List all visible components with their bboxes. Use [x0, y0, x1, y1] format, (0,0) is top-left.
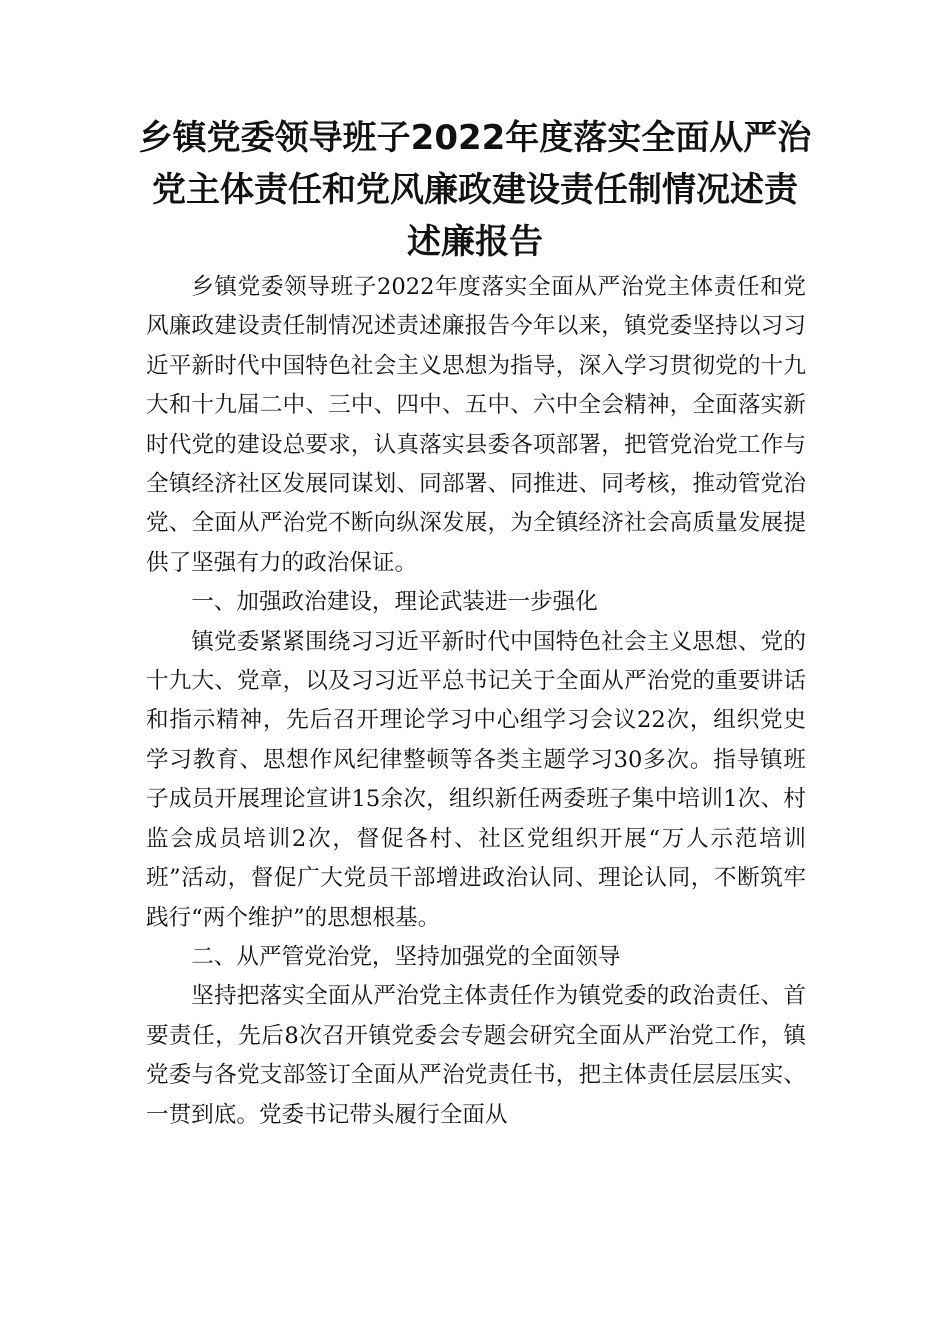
intro-paragraph: 乡镇党委领导班子2022年度落实全面从严治党主体责任和党风廉政建设责任制情况述责述廉报告今年以来，镇党委坚持以习习近平新时代中国特色社会主义思想为指导，深入学习贯彻党的十九大和十九届二中、三中、四中、五中、六中全会精神，全面落实新时代党的建设总要求，认真落实县委各项部署，把管党治党工作与全镇经济社区发展同谋划、同部署、同推进、同考核，推动管党治党、全面从严治党不断向纵深发展，为全镇经济社会高质量发展提供了坚强有力的政治保证。 [146, 274, 806, 576]
section-1-paragraph: 镇党委紧紧围绕习习近平新时代中国特色社会主义思想、党的十九大、党章，以及习习近平总书记关于全面从严治党的重要讲话和指示精神，先后召开理论学习中心组学习会议22次，组织党史学习教育、思想作风纪律整顿等各类主题学习30多次。指导镇班子成员开展理论宣讲15余次，组织新任两委班子集中培训1次、村监会成员培训2次，督促各村、社区党组织开展“万人示范培训班”活动，督促广大党员干部增进政治认同、理论认同，不断筑牢践行“两个维护”的思想根基。 [146, 628, 806, 931]
title-line-1: 乡镇党委领导班子2022年度落实全面从严治 [138, 118, 812, 158]
document-body [146, 268, 806, 1135]
title-line-3: 述廉报告 [407, 222, 543, 262]
section-2-paragraph: 坚持把落实全面从严治党主体责任作为镇党委的政治责任、首要责任，先后8次召开镇党委会专题会研究全面从严治党工作，镇党委与各党支部签订全面从严治党责任书，把主体责任层层压实、一贯到底。党委书记带头履行全面从 [146, 983, 806, 1128]
document-title [120, 112, 830, 268]
section-heading-1: 一、加强政治建设，理论武装进一步强化 [191, 589, 598, 616]
section-heading-2: 二、从严管党治党，坚持加强党的全面领导 [191, 943, 621, 970]
title-line-2: 党主体责任和党风廉政建设责任制情况述责 [152, 170, 798, 210]
